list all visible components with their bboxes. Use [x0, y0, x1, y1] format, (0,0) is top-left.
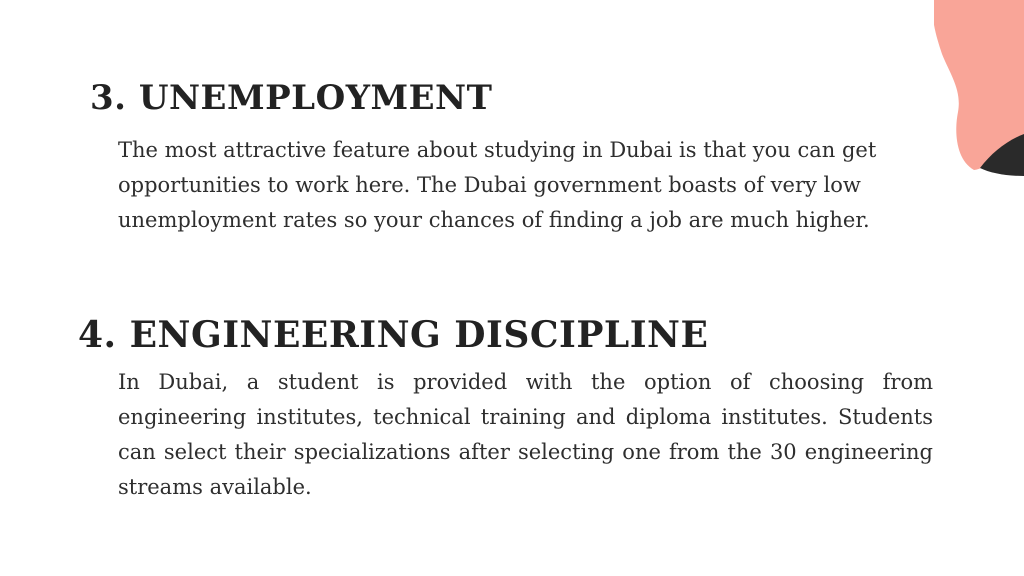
corner-decoration: [934, 0, 1024, 180]
section-heading-engineering-discipline: 4. ENGINEERING DISCIPLINE: [78, 314, 709, 356]
section-heading-unemployment: 3. UNEMPLOYMENT: [90, 78, 493, 118]
section-body-unemployment: The most attractive feature about studying in Dubai is that you can get opportunities to work here. The Dubai government boasts of very low unemployment rates so your chances of finding a job are much higher.: [118, 138, 877, 232]
section-body-engineering-discipline: In Dubai, a student is provided with the option of choosing from engineering institutes, technical training and diploma institutes. Students can select their specializations after selecting one from the 30 engineering streams available.: [118, 370, 933, 499]
